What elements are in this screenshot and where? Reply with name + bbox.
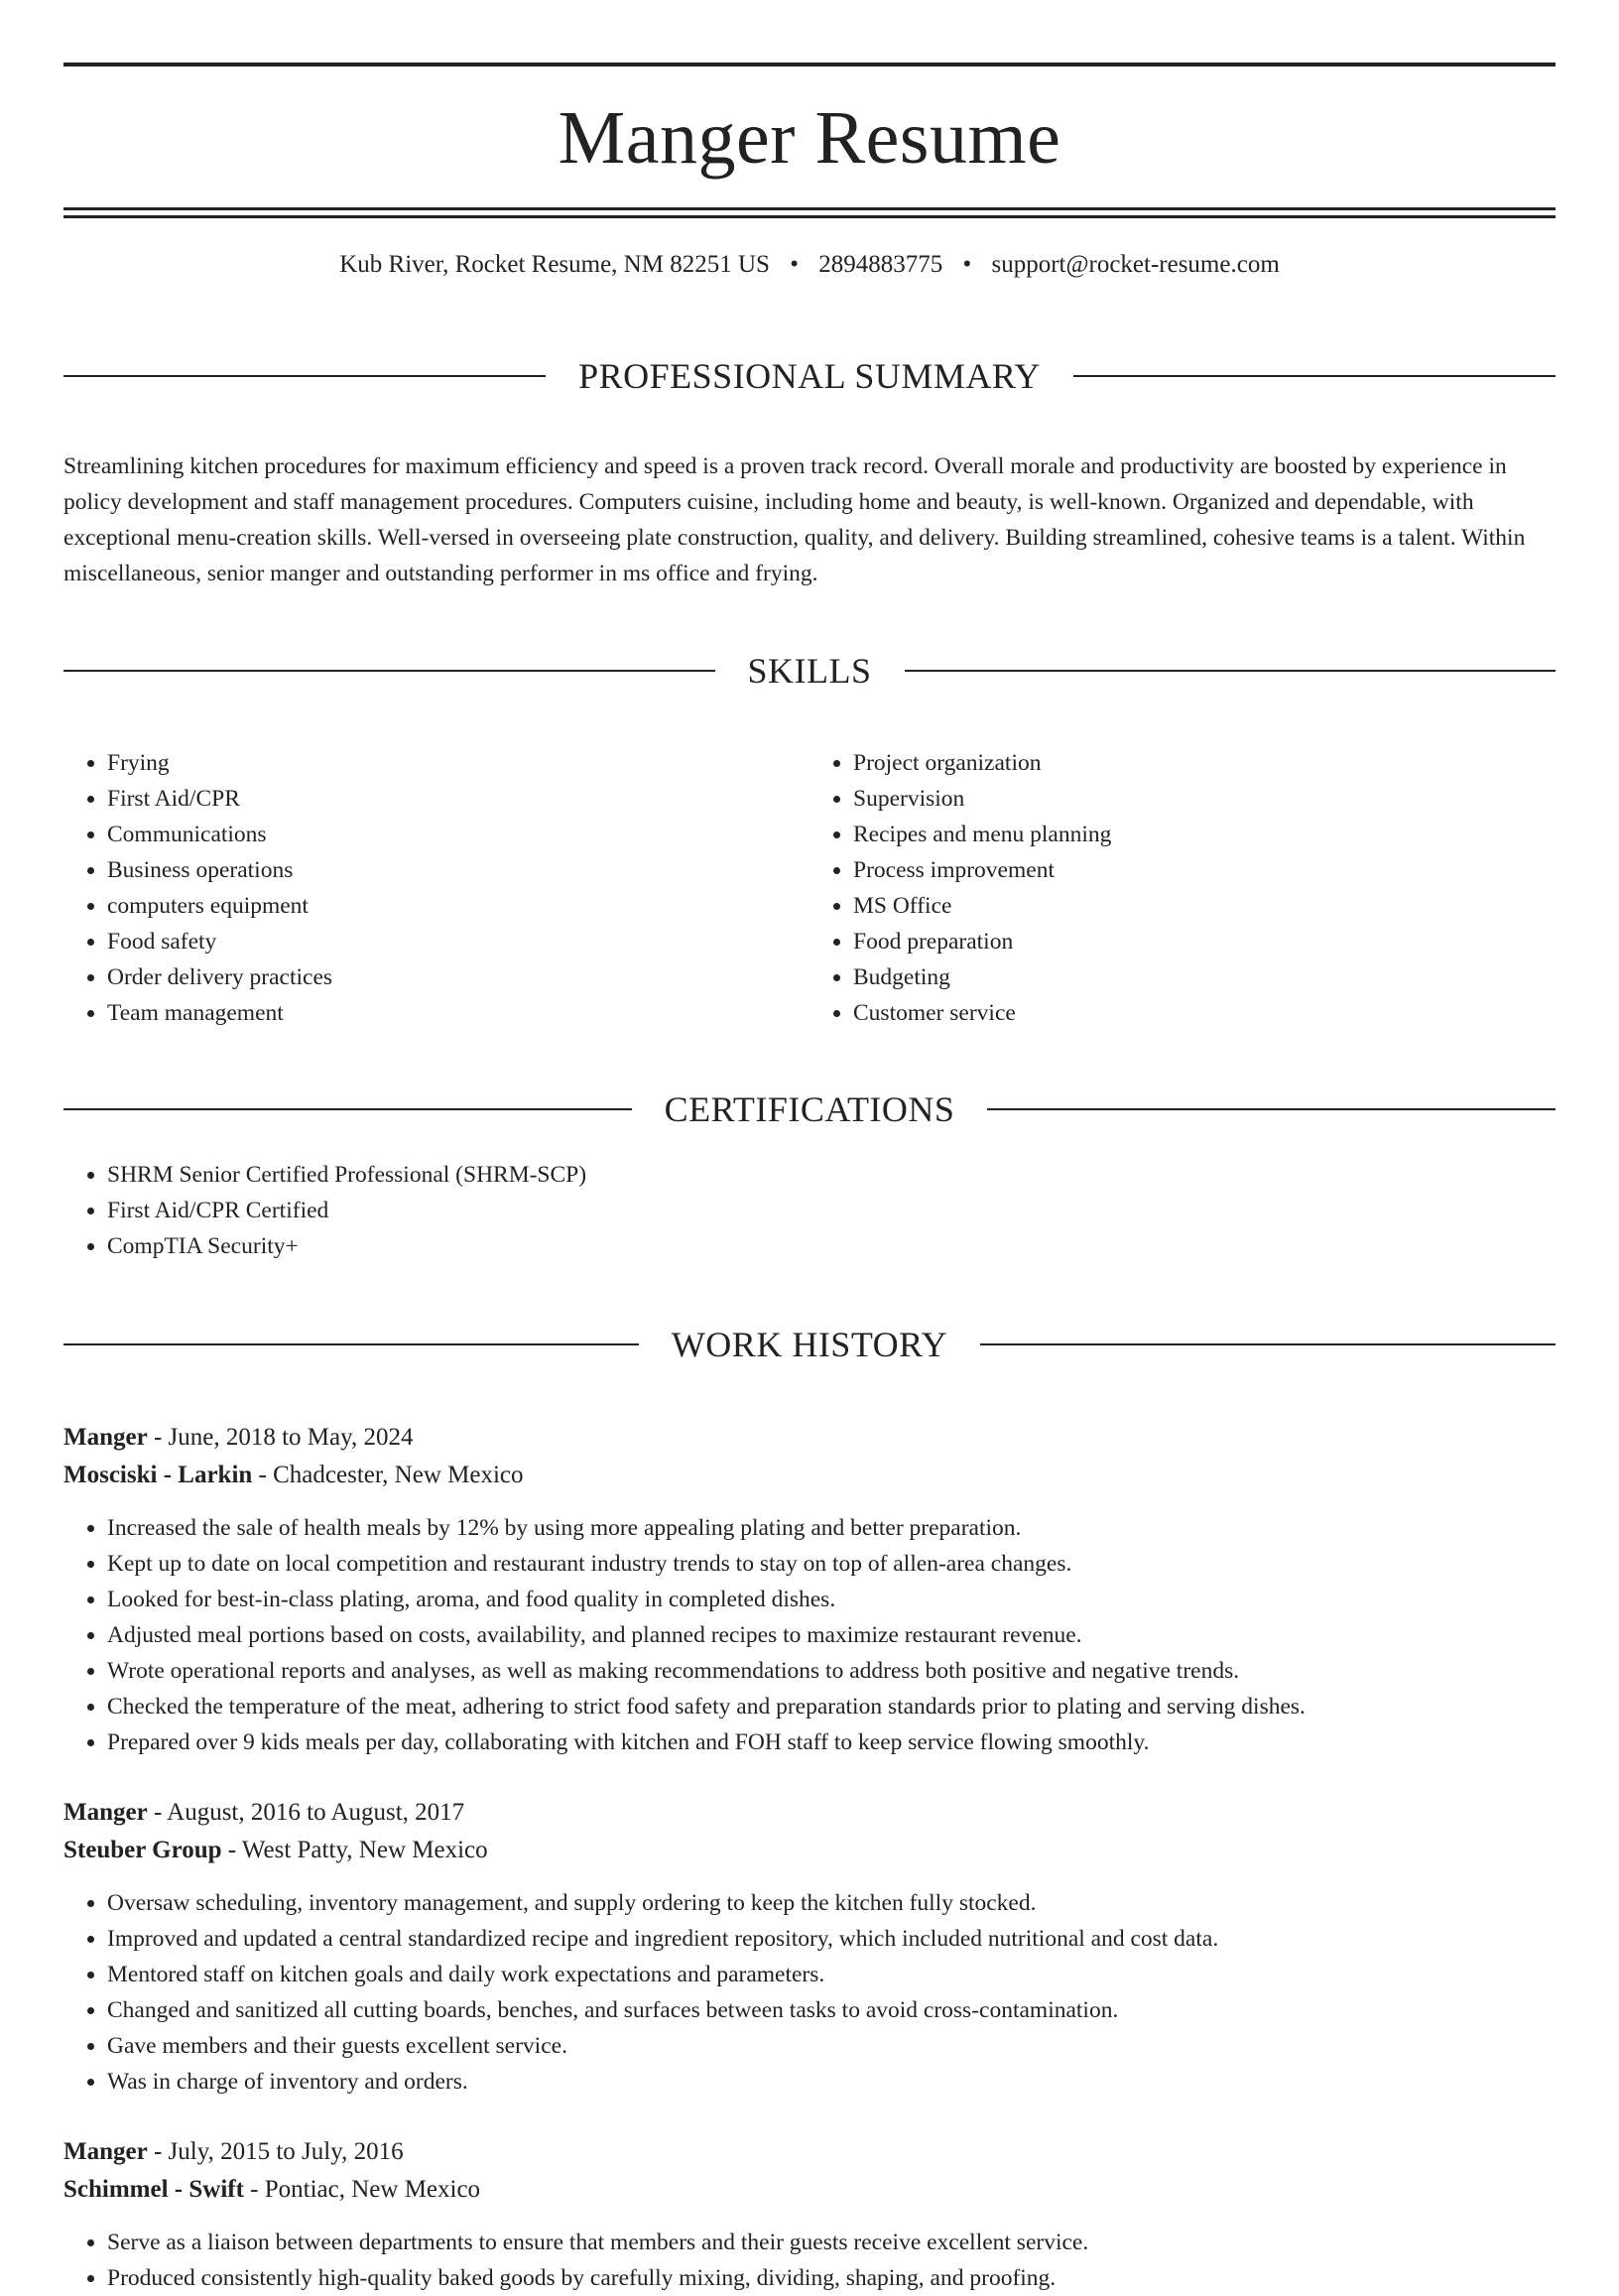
skill-item: • Order delivery practices — [107, 959, 810, 995]
job-company: Schimmel - Swift — [63, 2176, 244, 2203]
job-dates: - July, 2015 to July, 2016 — [147, 2138, 404, 2165]
job-company: Mosciski - Larkin — [63, 1462, 253, 1488]
job-title: Manger — [63, 2138, 148, 2165]
section-rule — [63, 375, 546, 377]
skills-heading: SKILLS — [747, 650, 872, 691]
certification-item: • First Aid/CPR Certified — [107, 1193, 1556, 1228]
skill-item: • Recipes and menu planning — [853, 817, 1556, 852]
job-company-line — [63, 1457, 1556, 1494]
job-duties-list — [63, 2225, 1556, 2296]
job-duty-item: • Increased the sale of health meals by 12% by using more appealing plating and better preparation. — [107, 1510, 1556, 1546]
skill-item: • Supervision — [853, 781, 1556, 817]
skill-item: • First Aid/CPR — [107, 781, 810, 817]
top-rule — [63, 63, 1556, 66]
job-title: Manger — [63, 1799, 148, 1826]
resume-title: Manger Resume — [558, 96, 1061, 180]
certification-item: • SHRM Senior Certified Professional (SHRM-SCP) — [107, 1157, 1556, 1193]
skills-column-right — [810, 745, 1556, 1031]
certifications-heading: CERTIFICATIONS — [664, 1089, 955, 1130]
job-duty-item: • Gave members and their guests excellent service. — [107, 2028, 1556, 2064]
section-rule — [1073, 375, 1556, 377]
skill-item: • Communications — [107, 817, 810, 852]
skill-item: • computers equipment — [107, 888, 810, 924]
job-location: - Chadcester, New Mexico — [252, 1462, 524, 1488]
skills-list — [63, 745, 1556, 1031]
job-duty-item: • Wrote operational reports and analyses, as well as making recommendations to address both positive and negative trends. — [107, 1653, 1556, 1689]
job-company-line — [63, 2171, 1556, 2209]
skill-item: • Customer service — [853, 995, 1556, 1031]
contact-line — [63, 252, 1556, 277]
job-duty-item: • Serve as a liaison between departments to ensure that members and their guests receive excellent service. — [107, 2225, 1556, 2260]
work-history-section-header — [63, 1297, 1556, 1392]
summary-section-header — [63, 328, 1556, 424]
job-duty-item: • Kept up to date on local competition and restaurant industry trends to stay on top of allen-area changes. — [107, 1546, 1556, 1582]
skills-section-header — [63, 623, 1556, 718]
job-company: Steuber Group — [63, 1837, 222, 1863]
job-duty-item: • Mentored staff on kitchen goals and daily work expectations and parameters. — [107, 1957, 1556, 1992]
job-duty-item: • Adjusted meal portions based on costs, availability, and planned recipes to maximize restaurant revenue. — [107, 1617, 1556, 1653]
job-duty-item: • Prepared over 9 kids meals per day, collaborating with kitchen and FOH staff to keep service flowing smoothly. — [107, 1724, 1556, 1760]
certifications-list — [63, 1157, 1556, 1264]
work-history-heading: WORK HISTORY — [671, 1325, 948, 1365]
summary-text: Streamlining kitchen procedures for maximum efficiency and speed is a proven track record. Overall morale and productivity are boosted by experience in policy development and staff management procedures. Computers cuisine, including home and beauty, is well-known. Organized and dependable, with exceptional menu-creation skills. Well-versed in overseeing plate construction, quality, and delivery. Building streamlined, cohesive teams is a talent. Within miscellaneous, senior manger and outstanding performer in ms office and frying. — [63, 452, 1526, 586]
job-entry — [63, 1419, 1556, 1760]
job-title-line — [63, 1419, 1556, 1457]
contact-address: Kub River, Rocket Resume, NM 82251 US — [339, 251, 770, 278]
skill-item: • Food safety — [107, 924, 810, 959]
contact-email: support@rocket-resume.com — [991, 251, 1280, 278]
skill-item: • Frying — [107, 745, 810, 781]
certifications-section-header — [63, 1063, 1556, 1158]
job-duty-item: • Looked for best-in-class plating, aroma, and food quality in completed dishes. — [107, 1582, 1556, 1617]
job-duties-list — [63, 1885, 1556, 2100]
skill-item: • Budgeting — [853, 959, 1556, 995]
skill-item: • MS Office — [853, 888, 1556, 924]
section-rule — [63, 1108, 632, 1110]
job-duty-item: • Changed and sanitized all cutting boards, benches, and surfaces between tasks to avoid cross-contamination. — [107, 1992, 1556, 2028]
skill-item: • Business operations — [107, 852, 810, 888]
skills-column-left — [63, 745, 810, 1031]
job-dates: - June, 2018 to May, 2024 — [147, 1424, 414, 1451]
job-location: - Pontiac, New Mexico — [243, 2176, 481, 2203]
skill-item: • Process improvement — [853, 852, 1556, 888]
job-location: - West Patty, New Mexico — [221, 1837, 488, 1863]
section-rule — [63, 670, 715, 672]
job-duty-item: • Checked the temperature of the meat, adhering to strict food safety and preparation standards prior to plating and serving dishes. — [107, 1689, 1556, 1724]
job-dates: - August, 2016 to August, 2017 — [147, 1799, 465, 1826]
section-rule — [980, 1343, 1556, 1345]
skill-item: • Project organization — [853, 745, 1556, 781]
contact-separator: • — [790, 251, 799, 278]
job-duty-item: • Oversaw scheduling, inventory management, and supply ordering to keep the kitchen fully stocked. — [107, 1885, 1556, 1921]
summary-heading: PROFESSIONAL SUMMARY — [578, 355, 1041, 396]
job-duties-list — [63, 1510, 1556, 1760]
resume-page — [0, 63, 1619, 2291]
certification-item: • CompTIA Security+ — [107, 1228, 1556, 1264]
contact-separator: • — [962, 251, 972, 278]
job-company-line — [63, 1832, 1556, 1869]
skill-item: • Food preparation — [853, 924, 1556, 959]
job-duty-item: • Improved and updated a central standardized recipe and ingredient repository, which included nutritional and cost data. — [107, 1921, 1556, 1957]
section-rule — [987, 1108, 1556, 1110]
job-title: Manger — [63, 1424, 148, 1451]
contact-phone: 2894883775 — [818, 251, 943, 278]
job-duty-item: • Produced consistently high-quality baked goods by carefully mixing, dividing, shaping, and proofing. — [107, 2260, 1556, 2296]
job-entry — [63, 2133, 1556, 2296]
job-title-line — [63, 2133, 1556, 2171]
title-double-rule — [63, 207, 1556, 218]
job-entry — [63, 1794, 1556, 2100]
section-rule — [63, 1343, 639, 1345]
job-title-line — [63, 1794, 1556, 1832]
skill-item: • Team management — [107, 995, 810, 1031]
job-duty-item: • Was in charge of inventory and orders. — [107, 2064, 1556, 2100]
section-rule — [905, 670, 1557, 672]
